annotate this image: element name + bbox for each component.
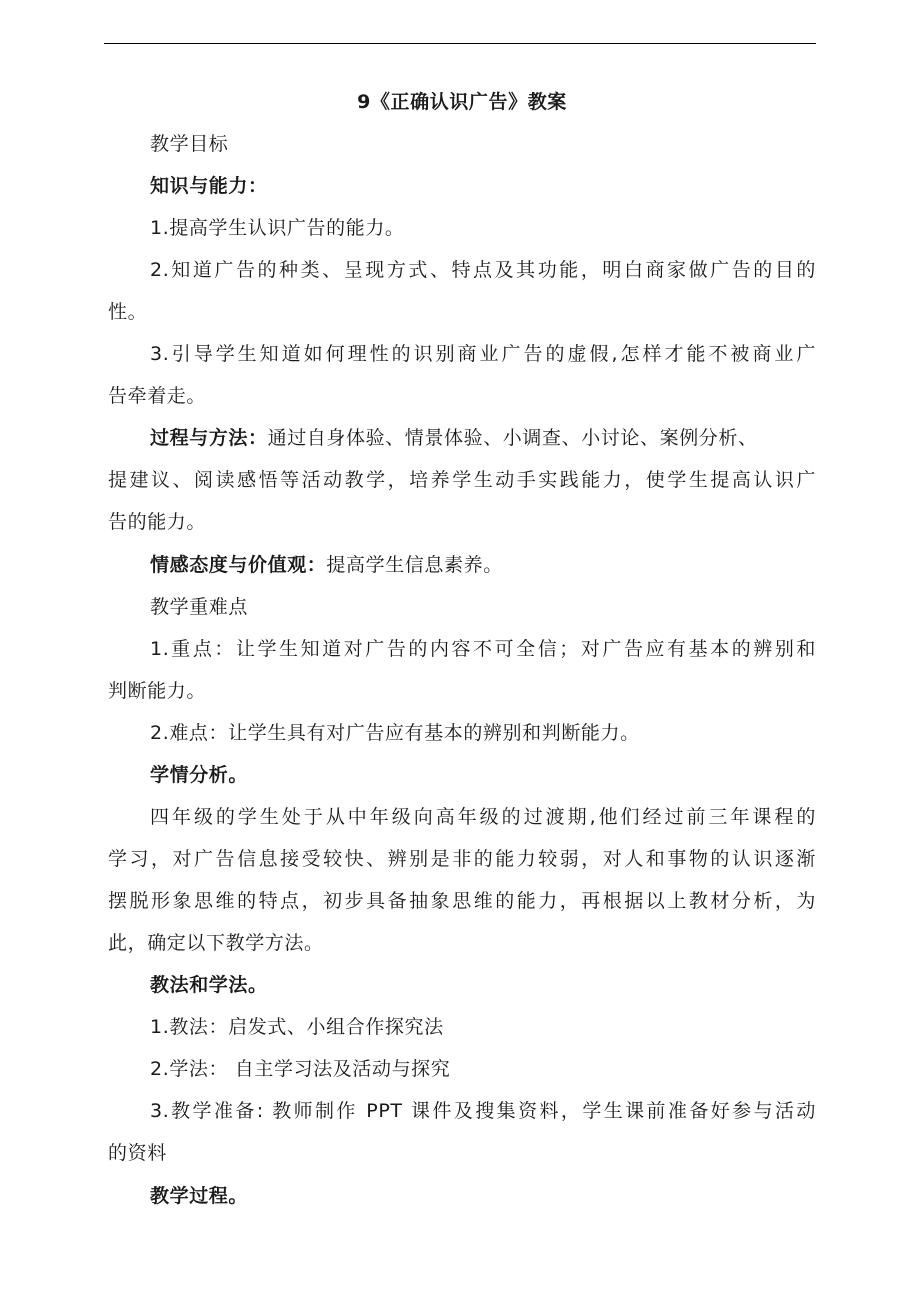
section-heading-keypoints: 教学重难点 bbox=[150, 596, 249, 618]
knowledge-item-3-line-2: 告牵着走。 bbox=[108, 385, 207, 407]
section-heading-analysis: 学情分析。 bbox=[150, 764, 249, 786]
section-heading-process: 教学过程。 bbox=[150, 1185, 249, 1207]
method-item-2: 2.学法： 自主学习法及活动与探究 bbox=[150, 1058, 451, 1080]
process-label: 过程与方法： bbox=[150, 427, 268, 449]
analysis-line-3: 摆脱形象思维的特点，初步具备抽象思维的能力，再根据以上教材分析，为 bbox=[108, 890, 816, 912]
process-paragraph-line-3: 告的能力。 bbox=[108, 511, 207, 533]
emotion-label: 情感态度与价值观： bbox=[150, 554, 327, 576]
analysis-line-4: 此，确定以下教学方法。 bbox=[108, 932, 324, 954]
knowledge-item-1: 1.提高学生认识广告的能力。 bbox=[150, 217, 405, 239]
knowledge-item-3-line-1: 3.引导学生知道如何理性的识别商业广告的虚假,怎样才能不被商业广 bbox=[150, 343, 816, 365]
knowledge-item-2-line-1: 2.知道广告的种类、呈现方式、特点及其功能，明白商家做广告的目的 bbox=[150, 259, 816, 281]
knowledge-label: 知识与能力： bbox=[150, 175, 268, 197]
method-item-1: 1.教法：启发式、小组合作探究法 bbox=[150, 1016, 444, 1038]
process-text: 通过自身体验、情景体验、小调查、小讨论、案例分析、 bbox=[267, 427, 758, 449]
keypoint-1-line-1: 1.重点：让学生知道对广告的内容不可全信；对广告应有基本的辨别和 bbox=[150, 638, 816, 660]
method-item-3-line-1: 3.教学准备: 教师制作 PPT 课件及搜集资料，学生课前准备好参与活动 bbox=[150, 1100, 816, 1122]
analysis-line-2: 学习，对广告信息接受较快、辨别是非的能力较弱，对人和事物的认识逐渐 bbox=[108, 848, 816, 870]
section-heading-goals: 教学目标 bbox=[150, 133, 229, 155]
header-rule bbox=[104, 43, 816, 44]
keypoint-1-line-2: 判断能力。 bbox=[108, 680, 207, 702]
process-paragraph-line-1 bbox=[150, 426, 758, 450]
emotion-paragraph bbox=[150, 553, 503, 577]
document-title: 9《正确认识广告》教案 bbox=[357, 91, 567, 113]
method-item-3-line-2: 的资料 bbox=[108, 1142, 167, 1164]
section-heading-methods: 教法和学法。 bbox=[150, 974, 268, 996]
analysis-line-1: 四年级的学生处于从中年级向高年级的过渡期,他们经过前三年课程的 bbox=[150, 806, 816, 828]
emotion-text: 提高学生信息素养。 bbox=[326, 554, 503, 576]
keypoint-2: 2.难点：让学生具有对广告应有基本的辨别和判断能力。 bbox=[150, 722, 640, 744]
knowledge-item-2-line-2: 性。 bbox=[108, 301, 148, 323]
process-paragraph-line-2: 提建议、阅读感悟等活动教学，培养学生动手实践能力，使学生提高认识广 bbox=[108, 469, 816, 491]
